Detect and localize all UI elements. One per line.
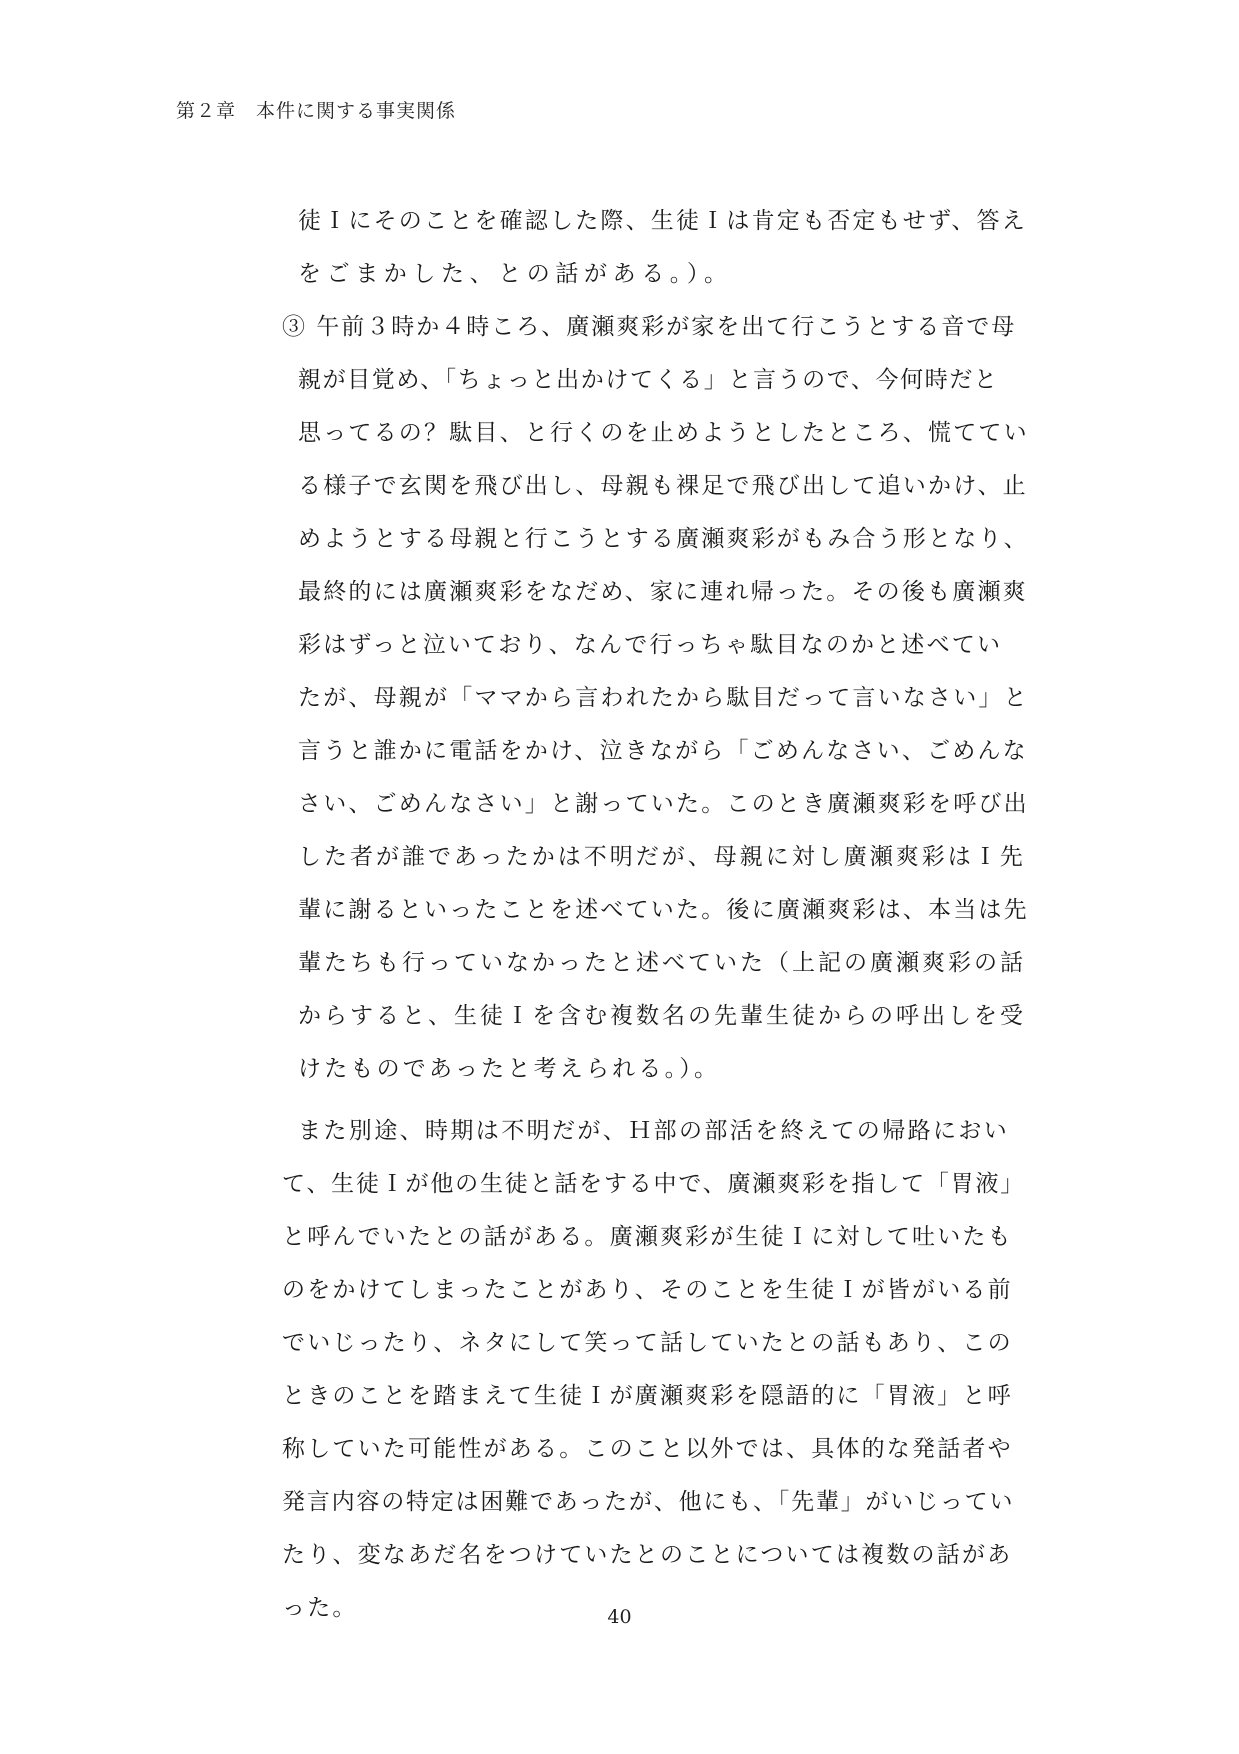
body-line: からすると、生徒Ｉを含む複数名の先輩生徒からの呼出しを受 bbox=[298, 1003, 1026, 1029]
body-line: でいじったり、ネタにして笑って話していたとの話もあり、この bbox=[282, 1330, 1013, 1356]
body-line: めようとする母親と行こうとする廣瀬爽彩がもみ合う形となり、 bbox=[298, 526, 1029, 552]
body-line: ときのことを踏まえて生徒Ｉが廣瀬爽彩を隠語的に「胃液」と呼 bbox=[282, 1383, 1013, 1409]
body-line: 彩はずっと泣いており、なんで行っちゃ駄目なのかと述べてい bbox=[298, 632, 1003, 658]
body-line: また別途、時期は不明だが、Ｈ部の部活を終えての帰路におい bbox=[298, 1118, 1010, 1144]
body-line: 親が目覚め、「ちょっと出かけてくる」と言うので、今何時だと bbox=[298, 367, 999, 393]
body-line: をごまかした、との話がある。）。 bbox=[298, 261, 733, 287]
body-line: 称していた可能性がある。このこと以外では、具体的な発話者や bbox=[282, 1436, 1013, 1462]
chapter-header: 第２章 本件に関する事実関係 bbox=[176, 100, 457, 122]
page-number: 40 bbox=[607, 1606, 632, 1628]
body-line: て、生徒Ｉが他の生徒と話をする中で、廣瀬爽彩を指して「胃液」 bbox=[282, 1171, 1026, 1197]
body-line: けたものであったと考えられる。）。 bbox=[298, 1056, 721, 1082]
body-line: 言うと誰かに電話をかけ、泣きながら「ごめんなさい、ごめんな bbox=[298, 738, 1028, 764]
body-line: した者が誰であったかは不明だが、母親に対し廣瀬爽彩はＩ先 bbox=[298, 844, 1026, 870]
body-line: ③ 午前３時か４時ころ、廣瀬爽彩が家を出て行こうとする音で母 bbox=[282, 314, 1017, 340]
body-line: った。 bbox=[282, 1595, 358, 1621]
body-line: る様子で玄関を飛び出し、母親も裸足で飛び出して追いかけ、止 bbox=[298, 473, 1028, 499]
body-line: たり、変なあだ名をつけていたとのことについては複数の話があ bbox=[282, 1542, 1013, 1568]
body-line: さい、ごめんなさい」と謝っていた。このとき廣瀬爽彩を呼び出 bbox=[298, 791, 1029, 817]
body-line: 輩に謝るといったことを述べていた。後に廣瀬爽彩は、本当は先 bbox=[298, 897, 1029, 923]
body-line: たが、母親が「ママから言われたから駄目だって言いなさい」と bbox=[298, 685, 1029, 711]
body-line: 輩たちも行っていなかったと述べていた（上記の廣瀬爽彩の話 bbox=[298, 950, 1026, 976]
body-line: のをかけてしまったことがあり、そのことを生徒Ｉが皆がいる前 bbox=[282, 1277, 1013, 1303]
body-line: 徒Ｉにそのことを確認した際、生徒Ｉは肯定も否定もせず、答え bbox=[298, 208, 1027, 234]
body-line: 最終的には廣瀬爽彩をなだめ、家に連れ帰った。その後も廣瀬爽 bbox=[298, 579, 1028, 605]
body-line: 発言内容の特定は困難であったが、他にも、「先輩」がいじってい bbox=[282, 1489, 1015, 1515]
body-line: 思ってるの？駄目、と行くのを止めようとしたところ、慌ててい bbox=[298, 420, 1029, 446]
body-line: と呼んでいたとの話がある。廣瀬爽彩が生徒Ｉに対して吐いたも bbox=[282, 1224, 1013, 1250]
